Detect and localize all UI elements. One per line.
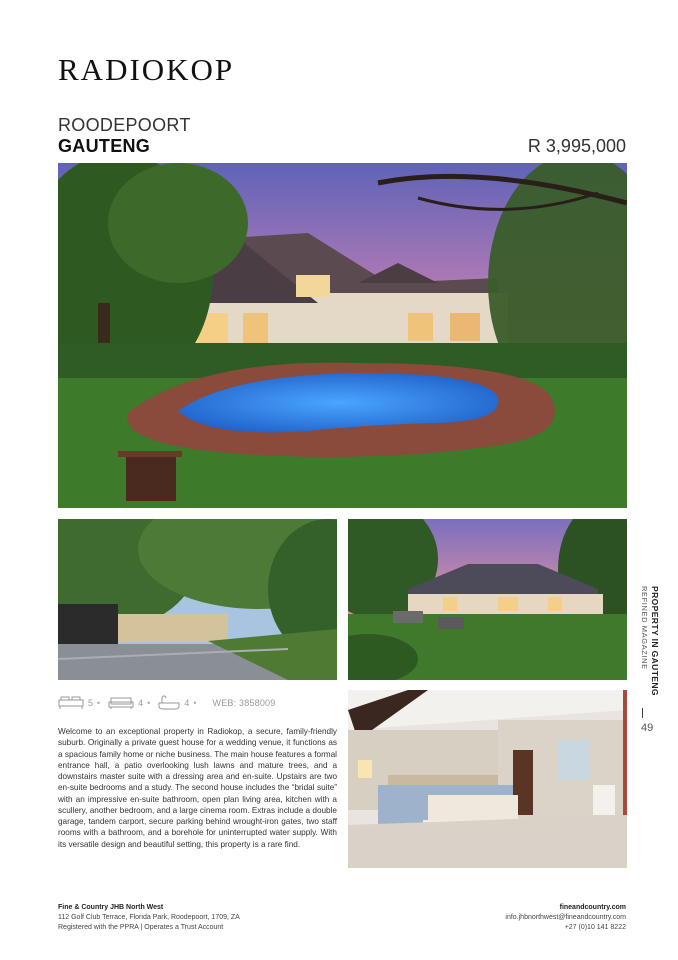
web-reference: WEB: 3858009 xyxy=(212,698,276,708)
website-link[interactable]: fineandcountry.com xyxy=(559,904,626,911)
listing-city: ROODEPOORT xyxy=(58,115,191,135)
section-label xyxy=(640,586,660,706)
registration-note: Registered with the PPRA | Operates a Trust Account xyxy=(58,924,224,931)
hero-photo-pool[interactable] xyxy=(58,163,627,508)
email-link[interactable]: info.jhbnorthwest@fineandcountry.com xyxy=(505,914,626,921)
photo-rear-exterior[interactable] xyxy=(348,519,627,680)
pool-house-image xyxy=(58,163,627,508)
listing-price: R 3,995,000 xyxy=(527,136,626,156)
magazine-name: REFINED MAGAZINE xyxy=(640,586,649,670)
bathroom-count: 4 xyxy=(184,698,190,708)
feature-summary xyxy=(58,694,275,712)
page-number: 49 xyxy=(641,722,654,734)
feature-separator: • xyxy=(193,698,197,708)
office-name: Fine & Country JHB North West xyxy=(58,904,164,911)
photo-driveway[interactable] xyxy=(58,519,337,680)
footer-contact-info xyxy=(505,903,626,933)
listing-title: RADIOKOP xyxy=(58,52,235,87)
living-room-count: 4 xyxy=(138,698,144,708)
office-address: 112 Golf Club Terrace, Florida Park, Roodepoort, 1709, ZA xyxy=(58,914,240,921)
property-description: Welcome to an exceptional property in Radiokop, a secure, family-friendly suburb. Originally a private guest house for a wedding venue, it functions as a spacious family home or niche business. The main house features a formal entrance hall, a patio overlooking lush lawns and mature trees, and a downstairs master suite with a dressing area and en-suite. Upstairs are two en-suite bedrooms and a study. The second house includes the “bridal suite” with an impressive en-suite bathroom, open plan living area, kitchen with a scullery, another bedroom, and a large cinema room. Extras include a double garage, tandem carport, secure parking behind wrought-iron gates, two staff rooms with a bathroom, and a borehole for uninterrupted water supply. With its versatile design and beautiful setting, this property is a rare find. xyxy=(58,727,337,849)
photo-bedroom[interactable] xyxy=(348,690,627,868)
bed-icon xyxy=(58,696,84,710)
divider xyxy=(642,708,643,718)
sofa-icon xyxy=(108,696,134,710)
footer-office-info xyxy=(58,903,240,933)
driveway-image xyxy=(58,519,337,680)
feature-separator: • xyxy=(147,698,151,708)
rear-garden-image xyxy=(348,519,627,680)
section-title: PROPERTY IN GAUTENG xyxy=(650,586,660,696)
phone-number[interactable]: +27 (0)10 141 8222 xyxy=(564,924,626,931)
feature-separator: • xyxy=(97,698,101,708)
bedroom-image xyxy=(348,690,627,868)
bath-icon xyxy=(158,695,180,711)
bedroom-count: 5 xyxy=(88,698,94,708)
listing-region: GAUTENG xyxy=(58,136,151,156)
